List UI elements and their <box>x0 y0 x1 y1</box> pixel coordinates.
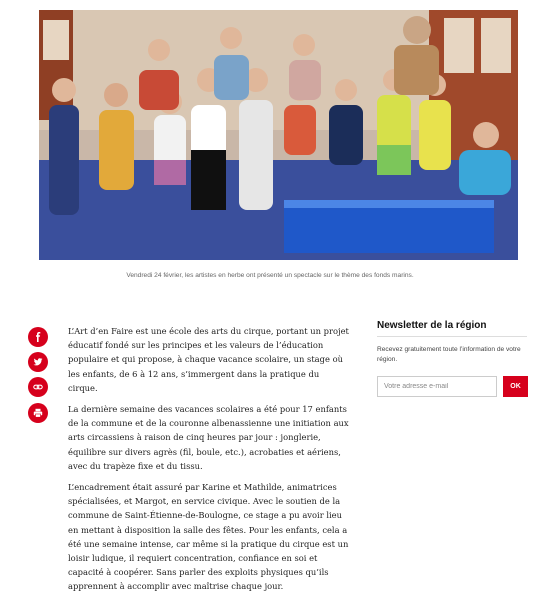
twitter-share-button[interactable] <box>28 352 48 372</box>
article-photo <box>39 10 518 260</box>
link-icon <box>33 382 43 392</box>
newsletter-title: Newsletter de la région <box>377 320 487 331</box>
newsletter-submit-button[interactable]: OK <box>503 376 528 397</box>
article-paragraph: L’Art d’en Faire est une école des arts du cirque, portant un projet éducatif fondé sur les principes et les valeurs de l’éducation populaire et qui propose, à chaque vacance scolaire, un stage où les enfants, de 6 à 12 ans, s’immergent dans la pratique du cirque. <box>68 326 349 393</box>
photo-caption: Vendredi 24 février, les artistes en herbe ont présenté un spectacle sur le thème des fonds marins. <box>126 272 414 279</box>
print-icon <box>33 408 43 418</box>
twitter-icon <box>33 357 43 367</box>
print-button[interactable] <box>28 403 48 423</box>
newsletter-description: Recevez gratuitement toute l’information de votre région. <box>377 346 521 363</box>
photo-image <box>39 10 518 260</box>
facebook-icon <box>33 332 43 342</box>
facebook-share-button[interactable] <box>28 327 48 347</box>
copy-link-button[interactable] <box>28 377 48 397</box>
article-body <box>68 324 350 601</box>
newsletter-divider <box>377 336 527 337</box>
article-paragraph: La dernière semaine des vacances scolaires a été pour 17 enfants de la commune et de la couronne albenassienne une initiation aux arts circassiens à raison de cinq heures par jour : jonglerie, équilibre sur divers agrès (fil, boule, etc.), acrobaties et aériens, avec du trapèze fixe et du tissu. <box>68 404 349 471</box>
newsletter-email-input[interactable] <box>377 376 497 397</box>
article-paragraph: L’encadrement était assuré par Karine et Mathilde, animatrices spécialisées, et Margot, en service civique. Avec le soutien de la commune de Saint-Étienne-de-Boulogne, ce stage a pu avoir lieu en mettant à disposition la salle des fêtes. Pour les enfants, cela a été une semaine intense, car même si la pratique du cirque est un loisir ludique, il requiert concentration, confiance en soi et capacité à coopérer. Sans parler des exploits physiques qu’ils apprennent à accomplir avec maîtrise chaque jour. <box>68 482 349 592</box>
